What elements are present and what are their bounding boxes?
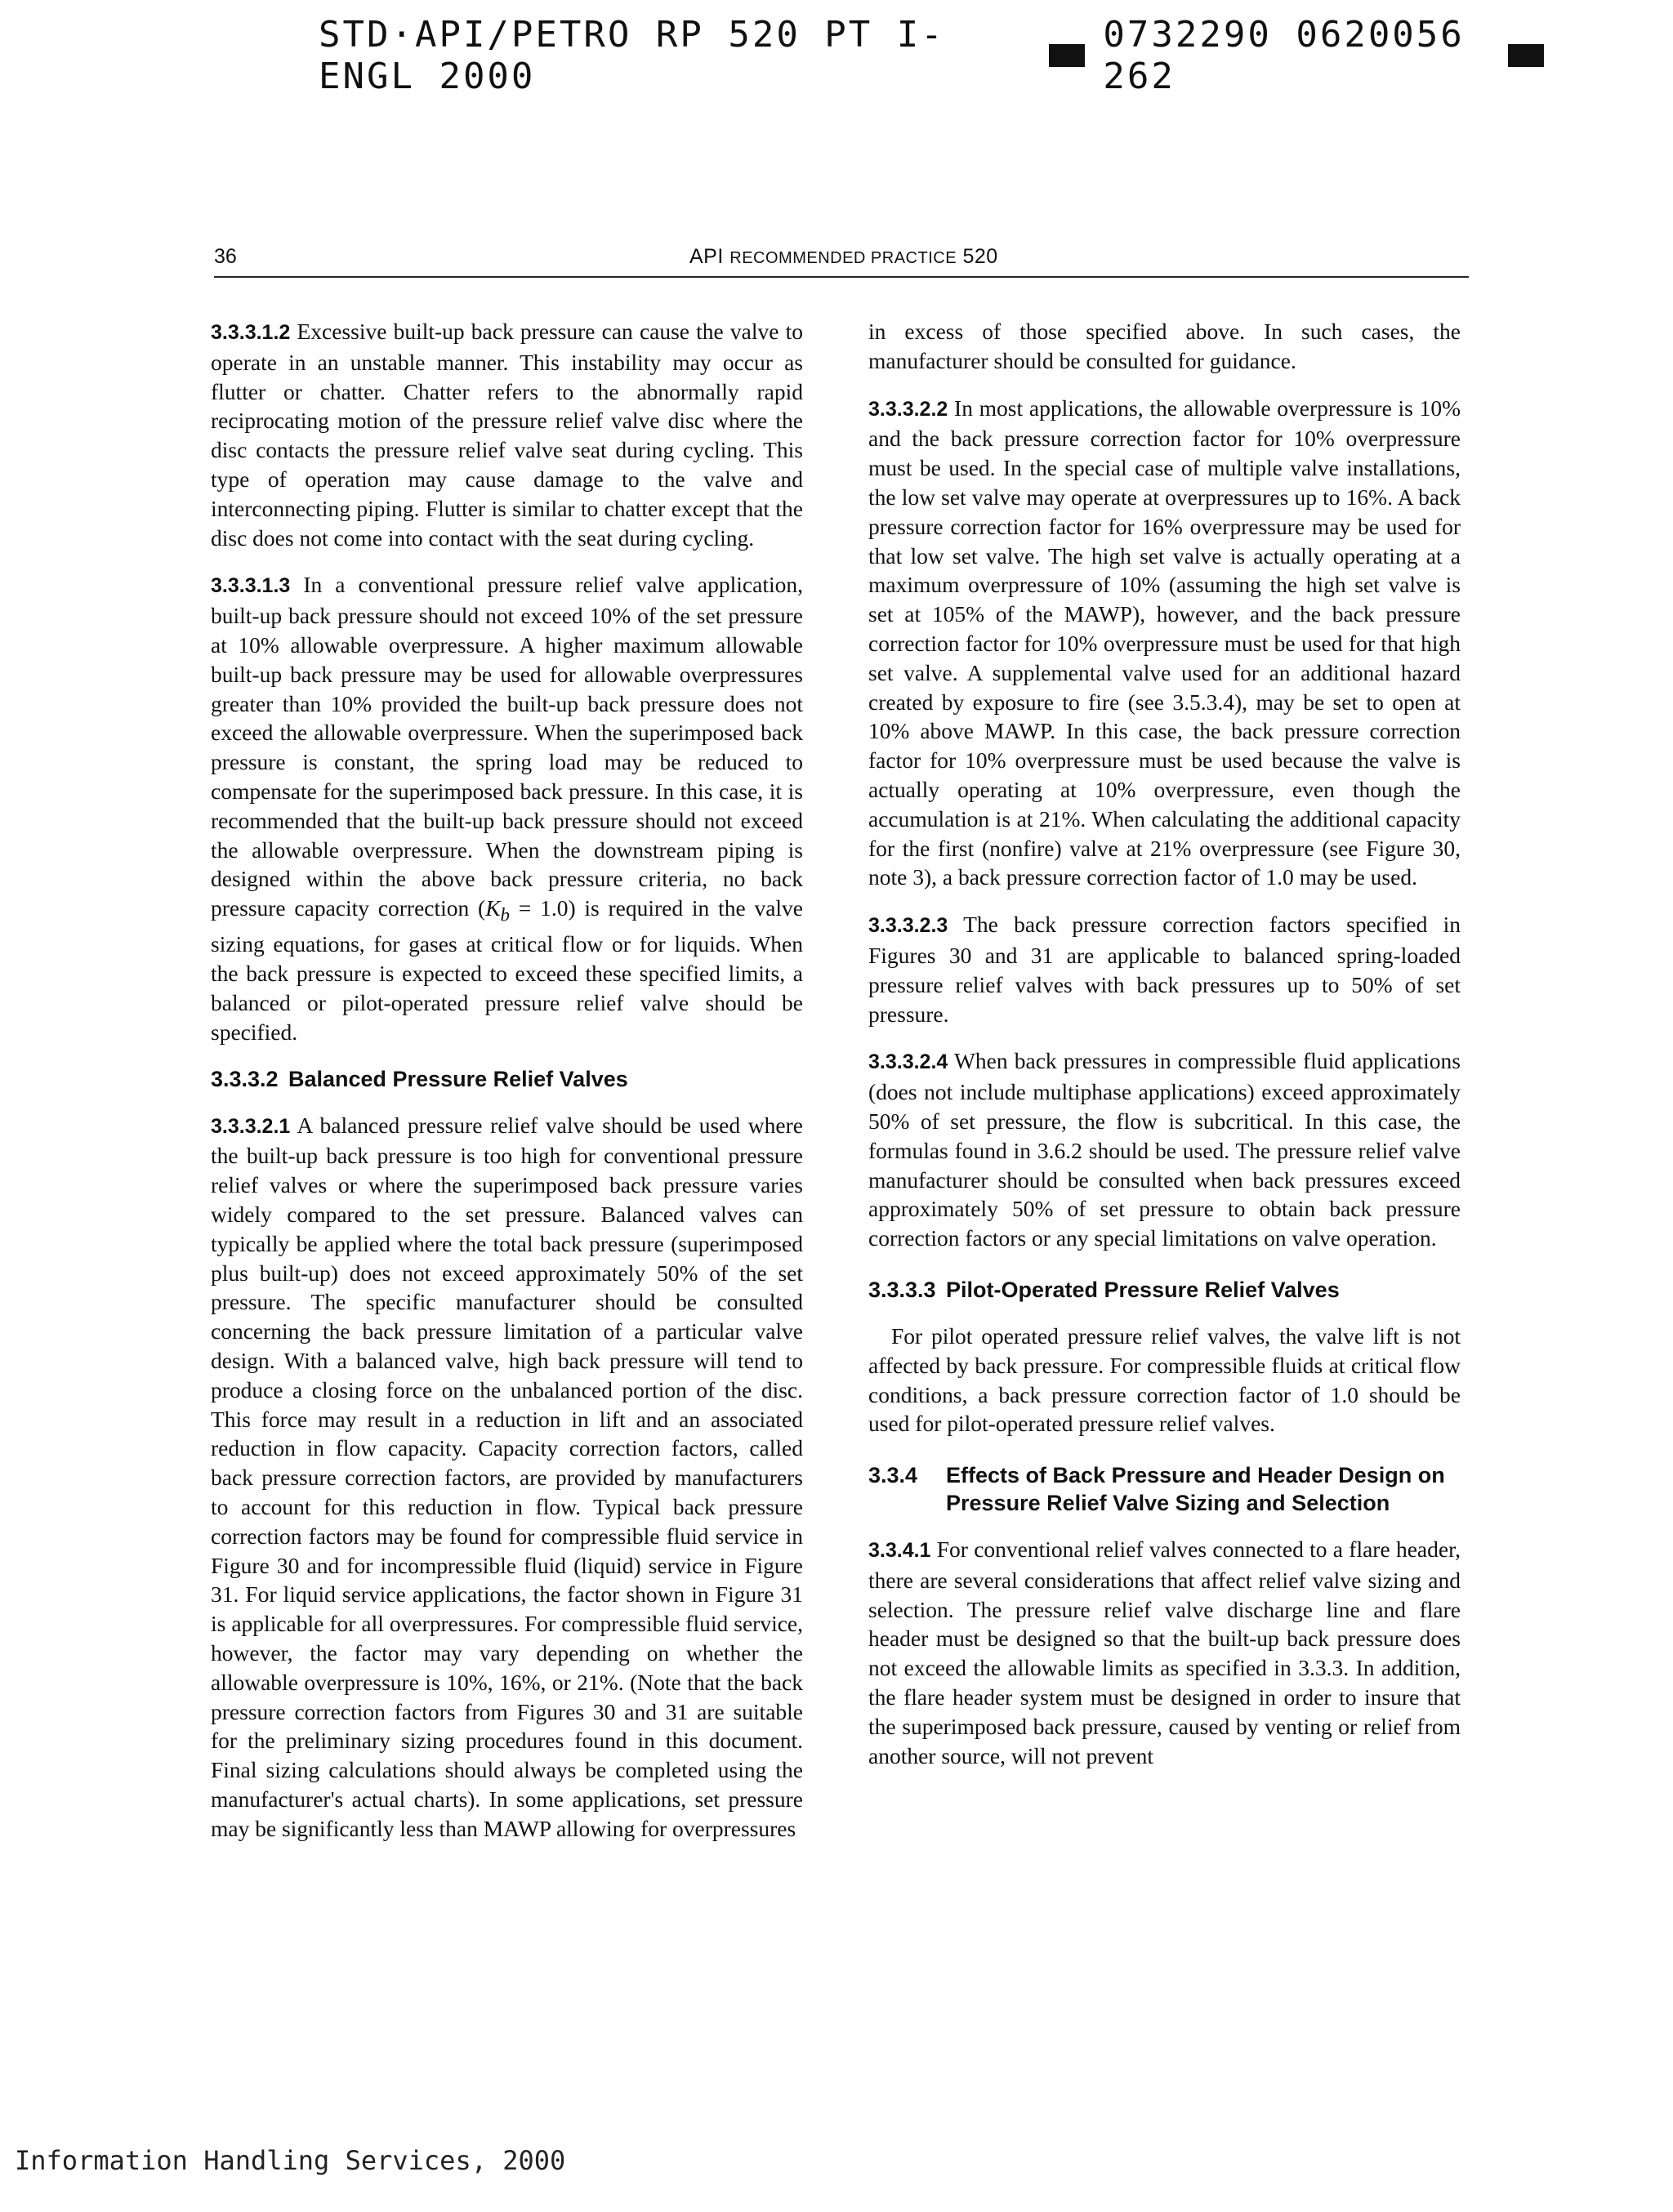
section-heading-3-3-3-2 <box>211 1065 803 1093</box>
paragraph-number: 3.3.3.1.2 <box>211 321 291 344</box>
scan-header <box>319 14 1544 97</box>
scan-header-code: 0732290 0620056 262 <box>1103 14 1465 97</box>
running-title <box>689 245 998 269</box>
running-title-prefix: API <box>689 245 730 268</box>
paragraph-3-3-3-1-3 <box>211 570 803 1046</box>
section-heading-3-3-4 <box>868 1461 1461 1517</box>
footer-credit: Information Handling Services, 2000 <box>15 2145 566 2176</box>
paragraph-number: 3.3.3.2.3 <box>868 914 948 938</box>
paragraph-3-3-4-1 <box>868 1535 1461 1770</box>
paragraph-3-3-3-2-4 <box>868 1046 1461 1253</box>
paragraph-number: 3.3.3.2.4 <box>868 1050 948 1074</box>
running-title-small: RECOMMENDED PRACTICE <box>729 249 957 267</box>
right-column <box>868 317 1461 1788</box>
paragraph-3-3-3-2-1 <box>211 1111 803 1844</box>
paragraph-text: The back pressure correction factors specified in Figures 30 and 31 are applicable to balanced spring-loaded pressure relief valves with back pressures up to 50% of set pressure. <box>868 912 1461 1027</box>
section-number: 3.3.3.2 <box>211 1066 279 1091</box>
section-number: 3.3.3.3 <box>868 1277 936 1302</box>
running-title-suffix: 520 <box>957 245 998 268</box>
scan-header-text: STD·API/PETRO RP 520 PT I-ENGL 2000 <box>319 14 945 97</box>
kb-symbol: K <box>485 895 501 921</box>
paragraph-pilot-operated: For pilot operated pressure relief valves, the valve lift is not affected by back pressure. For compressible fluids at critical flow conditions, a back pressure correction factor of 1.0 should be used for pilot-operated pressure relief valves. <box>868 1322 1461 1437</box>
section-heading-3-3-3-3 <box>868 1276 1461 1304</box>
paragraph-number: 3.3.3.1.3 <box>211 574 291 598</box>
paragraph-number: 3.3.4.1 <box>868 1539 931 1563</box>
paragraph-text: When back pressures in compressible fluid applications (does not include multiphase applications) exceed approximately 50% of set pressure, the flow is subcritical. In this case, the formulas found in 3.6.2 should be used. The pressure relief valve manufacturer should be consulted when back pressures exceed approximately 50% of set pressure to obtain back pressure correction factors or any special limitations on valve operation. <box>868 1048 1461 1251</box>
header-rule <box>214 276 1469 278</box>
paragraph-text: A balanced pressure relief valve should be used where the built-up back pressure is too high for conventional pressure relief valves or where the superimposed back pressure varies widely compared to the set pressure. Balanced valves can typically be applied where the total back pressure (superimposed plus built-up) does not exceed approximately 50% of the set pressure. The specific manufacturer should be consulted concerning the back pressure limitation of a particular valve design. With a balanced valve, high back pressure will tend to produce a closing force on the unbalanced portion of the disc. This force may result in a reduction in lift and an associated reduction in flow capacity. Capacity correction factors, called back pressure correction factors, are provided by manufacturers to account for this reduction in flow. Typical back pressure correction factors may be found for compressible fluid service in Figure 30 and for incompressible fluid (liquid) service in Figure 31. For liquid service applications, the factor shown in Figure 31 is applicable for all overpressures. For compressible fluid service, however, the factor may vary depending on whether the allowable overpressure is 10%, 16%, or 21%. (Note that the back pressure correction factors from Figures 30 and 31 are suitable for the preliminary sizing procedures found in this document. Final sizing calculations should always be completed using the manufacturer's actual charts). In some applications, set pressure may be significantly less than MAWP allowing for overpressures <box>211 1112 803 1841</box>
kb-subscript: b <box>500 904 510 925</box>
section-title: Pilot-Operated Pressure Relief Valves <box>946 1277 1340 1302</box>
paragraph-number: 3.3.3.2.1 <box>211 1114 291 1138</box>
paragraph-3-3-3-2-2 <box>868 394 1461 893</box>
paragraph-continued: in excess of those specified above. In such cases, the manufacturer should be consulted for guidance. <box>868 319 1461 373</box>
section-title: Effects of Back Pressure and Header Design on Pressure Relief Valve Sizing and Selection <box>946 1463 1445 1516</box>
section-number: 3.3.4 <box>868 1463 918 1488</box>
paragraph-3-3-3-2-3 <box>868 910 1461 1028</box>
redaction-block <box>1508 44 1544 67</box>
paragraph-text: In a conventional pressure relief valve application, built-up back pressure should not exceed 10% of the set pressure at 10% allowable overpressure. A higher maximum allowable built-up back pressure may be used for allowable overpressures greater than 10% provided the built-up back pressure does not exceed the allowable overpressure. When the superimposed back pressure is constant, the spring load may be reduced to compensate for the superimposed back pressure. In this case, it is recommended that the built-up back pressure should not exceed the allowable overpressure. When the downstream piping is designed within the above back pressure criteria, no back pressure capacity correction ( <box>211 572 803 921</box>
redaction-block <box>1049 44 1085 67</box>
paragraph-text-cont: = 1.0) is required in the valve sizing equations, for gases at critical flow or for liquids. When the back pressure is expected to exceed these specified limits, a balanced or pilot-operated pressure relief valve should be specified. <box>211 895 803 1045</box>
paragraph-text: Excessive built-up back pressure can cause the valve to operate in an unstable manner. This instability may occur as flutter or chatter. Chatter refers to the abnormally rapid reciprocating motion of the pressure relief valve disc where the disc contacts the pressure relief valve seat during cycling. This type of operation may cause damage to the valve and interconnecting piping. Flutter is similar to chatter except that the disc does not come into contact with the seat during cycling. <box>211 319 803 551</box>
left-column <box>211 317 803 1862</box>
page-number: 36 <box>214 245 237 268</box>
section-title: Balanced Pressure Relief Valves <box>288 1066 628 1091</box>
paragraph-number: 3.3.3.2.2 <box>868 397 948 421</box>
paragraph-3-3-3-1-2 <box>211 317 803 552</box>
paragraph-text: For conventional relief valves connected to a flare header, there are several considerations that affect relief valve sizing and selection. The pressure relief valve discharge line and flare header must be designed so that the built-up back pressure does not exceed the allowable limits as specified in 3.3.3. In addition, the flare header system must be designed in order to insure that the superimposed back pressure, caused by venting or relief from another source, will not prevent <box>868 1536 1461 1768</box>
paragraph-text: In most applications, the allowable overpressure is 10% and the back pressure correction factor for 10% overpressure must be used. In the special case of multiple valve installations, the low set valve may operate at overpressures up to 16%. A back pressure correction factor for 16% overpressure may be used for that low set valve. The high set valve is actually operating at a maximum overpressure of 10% (assuming the high set valve is set at 105% of the MAWP), however, and the back pressure correction factor for 10% overpressure must be used for that high set valve. A supplemental valve used for an additional hazard created by exposure to fire (see 3.5.3.4), may be set to open at 10% above MAWP. In this case, the back pressure correction factor for 10% overpressure must be used because the valve is actually operating at 10% overpressure, even though the accumulation is at 21%. When calculating the additional capacity for the first (nonfire) valve at 21% overpressure (see Figure 30, note 3), a back pressure correction factor of 1.0 may be used. <box>868 395 1461 890</box>
